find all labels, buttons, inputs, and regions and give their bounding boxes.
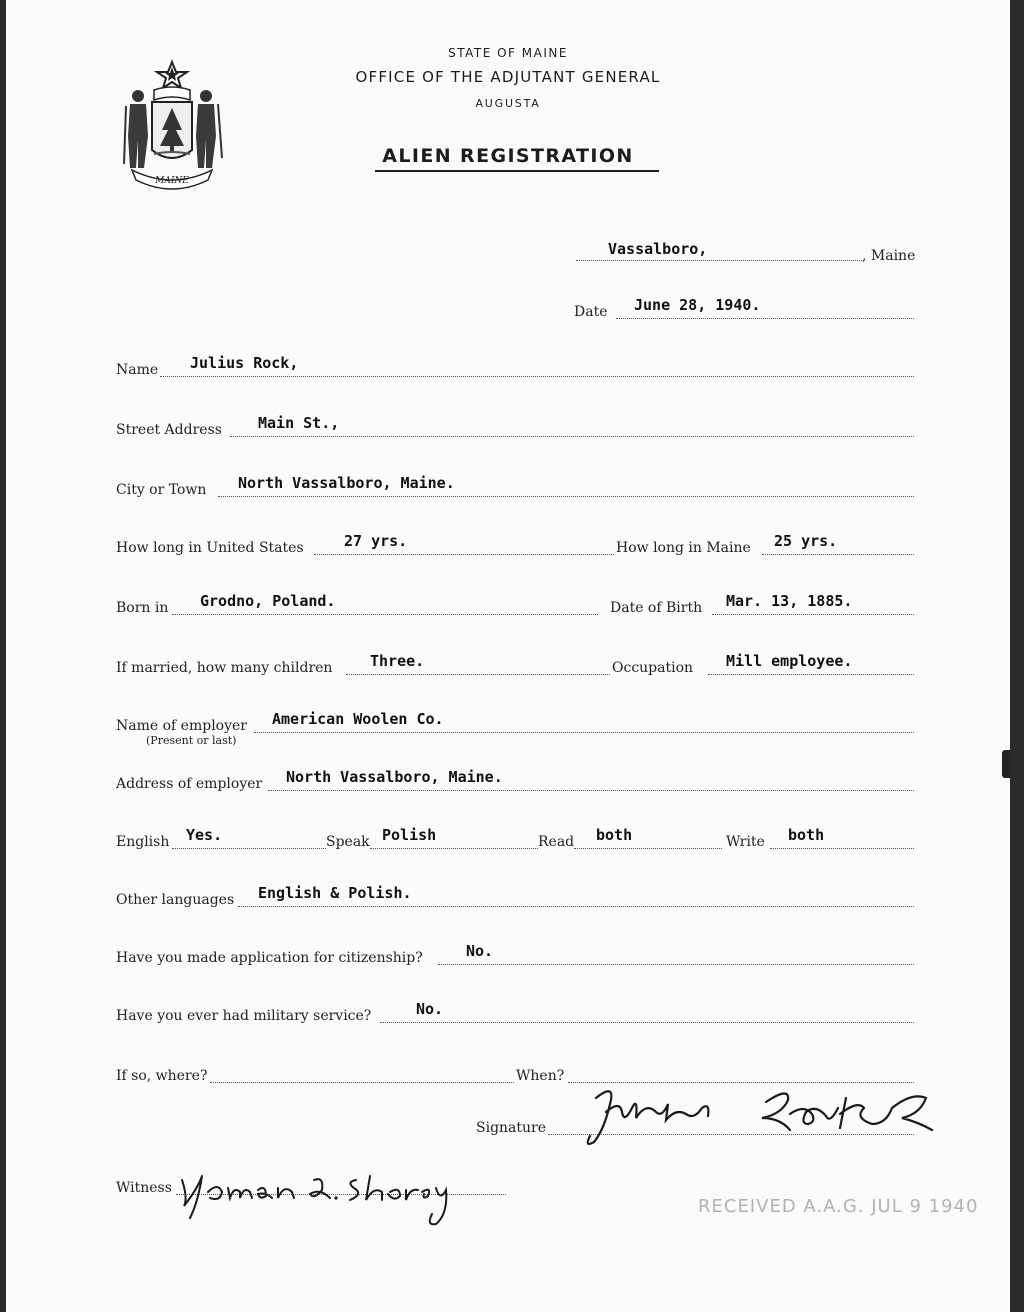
long-us-label: How long in United States [116, 540, 304, 556]
speak-value: Polish [382, 826, 437, 844]
dob-value: Mar. 13, 1885. [726, 592, 853, 610]
read-value: both [596, 826, 633, 844]
form-title: ALIEN REGISTRATION [382, 145, 634, 167]
registration-form [6, 0, 1010, 1312]
employer-line [254, 730, 914, 733]
signature-label: Signature [476, 1120, 547, 1136]
occupation-line [708, 672, 914, 675]
employer-address-line [268, 788, 914, 791]
name-line [160, 374, 914, 377]
other-lang-line [238, 904, 914, 907]
street-label: Street Address [116, 422, 222, 438]
dob-line [712, 612, 914, 615]
speak-line [370, 846, 538, 849]
scan-edge-mark [1002, 750, 1010, 778]
english-label: English [116, 834, 170, 850]
children-value: Three. [370, 652, 425, 670]
city-town-line [218, 494, 914, 497]
read-label: Read [538, 834, 575, 850]
witness-label: Witness [116, 1180, 172, 1196]
name-value: Julius Rock, [190, 354, 299, 372]
born-in-line [172, 612, 598, 615]
date-value: June 28, 1940. [634, 296, 761, 314]
long-maine-line [762, 552, 914, 555]
read-line [574, 846, 722, 849]
city-town-label: City or Town [116, 482, 207, 498]
dob-label: Date of Birth [610, 600, 703, 616]
employer-value: American Woolen Co. [272, 710, 444, 728]
street-line [230, 434, 914, 437]
long-maine-value: 25 yrs. [774, 532, 838, 550]
other-lang-value: English & Polish. [258, 884, 412, 902]
write-line [770, 846, 914, 849]
date-label: Date [574, 304, 608, 320]
children-line [346, 672, 610, 675]
english-value: Yes. [186, 826, 223, 844]
write-label: Write [726, 834, 765, 850]
occupation-value: Mill employee. [726, 652, 853, 670]
military-value: No. [416, 1000, 444, 1018]
citizenship-label: Have you made application for citizenship? [116, 950, 423, 966]
military-line [380, 1020, 914, 1023]
when-label: When? [516, 1068, 565, 1084]
employer-address-label: Address of employer [116, 776, 263, 792]
date-line [616, 316, 914, 319]
citizenship-value: No. [466, 942, 494, 960]
military-label: Have you ever had military service? [116, 1008, 372, 1024]
other-lang-label: Other languages [116, 892, 235, 908]
title-underline [375, 170, 659, 172]
employer-address-value: North Vassalboro, Maine. [286, 768, 503, 786]
employer-label: Name of employer [116, 718, 247, 734]
speak-label: Speak [326, 834, 370, 850]
street-value: Main St., [258, 414, 340, 432]
name-label: Name [116, 362, 159, 378]
english-line [172, 846, 326, 849]
office-heading: OFFICE OF THE ADJUTANT GENERAL [355, 68, 661, 86]
seal-banner-text: MAINE [155, 176, 189, 186]
occupation-label: Occupation [612, 660, 694, 676]
where-label: If so, where? [116, 1068, 208, 1084]
witness-signature [174, 1158, 494, 1228]
maine-label: , Maine [862, 248, 916, 264]
long-us-line [314, 552, 614, 555]
town-line [576, 258, 862, 261]
received-stamp: RECEIVED A.A.G. JUL 9 1940 [698, 1196, 979, 1217]
applicant-signature [576, 1078, 946, 1150]
state-heading: STATE OF MAINE [448, 46, 568, 60]
where-line [210, 1080, 514, 1083]
citizenship-line [438, 962, 914, 965]
born-in-value: Grodno, Poland. [200, 592, 336, 610]
city-town-value: North Vassalboro, Maine. [238, 474, 455, 492]
town-value: Vassalboro, [608, 240, 708, 258]
city-heading: AUGUSTA [475, 97, 541, 110]
employer-note: (Present or last) [146, 734, 237, 747]
long-us-value: 27 yrs. [344, 532, 408, 550]
long-maine-label: How long in Maine [616, 540, 751, 556]
children-label: If married, how many children [116, 660, 333, 676]
write-value: both [788, 826, 825, 844]
born-in-label: Born in [116, 600, 169, 616]
